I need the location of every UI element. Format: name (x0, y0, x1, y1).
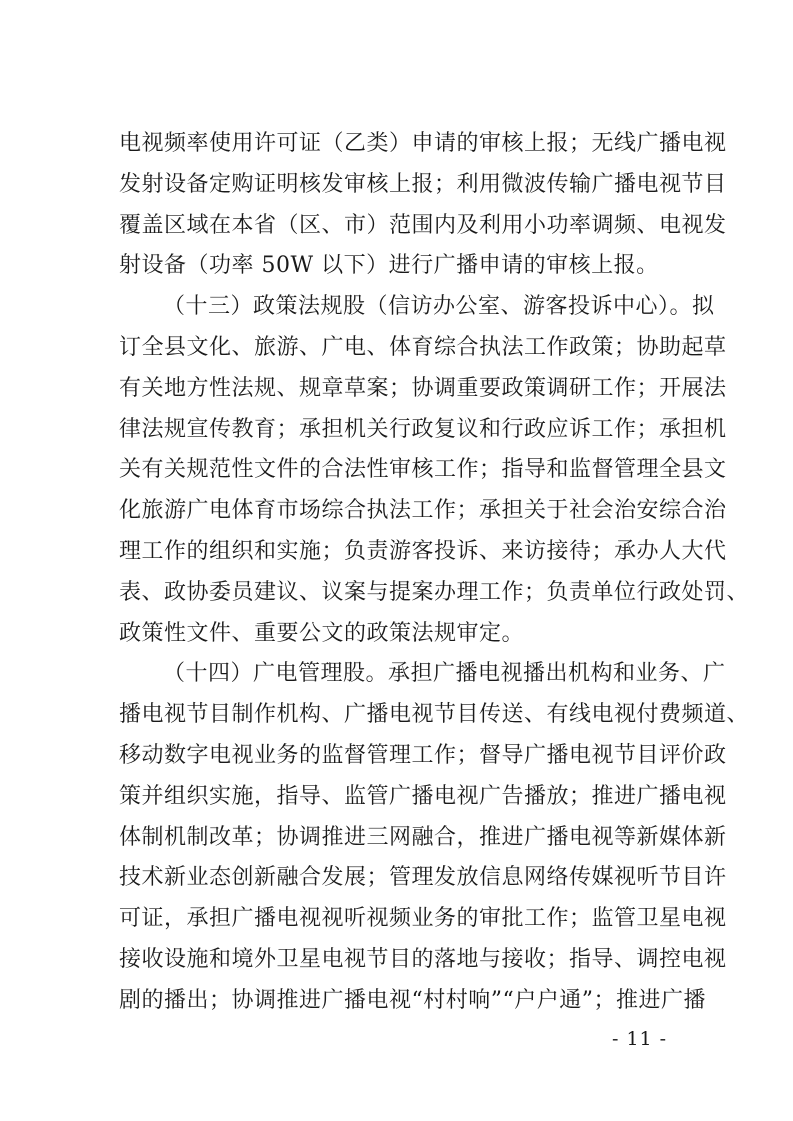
text-line: 覆盖区域在本省（区、市）范围内及利用小功率调频、电视发 (119, 212, 727, 238)
text-line: 电视频率使用许可证（乙类）申请的审核上报；无线广播电视 (119, 131, 727, 156)
text-line: 体制机制改革；协调推进三网融合，推进广播电视等新媒体新 (119, 824, 727, 850)
text-line: 移动数字电视业务的监督管理工作；督导广播电视节目评价政 (119, 743, 727, 768)
text-line: 政策性文件、重要公文的政策法规审定。 (119, 620, 525, 646)
section-heading-line: （十四）广电管理股。承担广播电视播出机构和业务、广 (163, 661, 726, 687)
text-line: 关有关规范性文件的合法性审核工作；指导和监督管理全县文 (119, 457, 727, 483)
page-number: - 11 - (612, 1028, 668, 1050)
text-line: 射设备（功率 50W 以下）进行广播申请的审核上报。 (119, 253, 659, 279)
text-line: 表、政协委员建议、议案与提案办理工作；负责单位行政处罚、 (119, 579, 750, 605)
text-line: 可证，承担广播电视视听视频业务的审批工作；监管卫星电视 (119, 906, 727, 932)
text-line: 发射设备定购证明核发审核上报；利用微波传输广播电视节目 (119, 171, 727, 197)
text-line: 剧的播出；协调推进广播电视“村村响”“户户通”；推进广播 (119, 987, 706, 1013)
section-heading-line: （十三）政策法规股（信访办公室、游客投诉中心）。拟 (163, 294, 715, 320)
text-line: 理工作的组织和实施；负责游客投诉、来访接待；承办人大代 (119, 539, 727, 564)
text-line: 策并组织实施，指导、监管广播电视广告播放；推进广播电视 (119, 783, 727, 809)
text-line: 技术新业态创新融合发展；管理发放信息网络传媒视听节目许 (119, 865, 727, 891)
text-line: 接收设施和境外卫星电视节目的落地与接收；指导、调控电视 (119, 947, 727, 972)
text-line: 化旅游广电体育市场综合执法工作；承担关于社会治安综合治 (119, 498, 727, 524)
text-line: 订全县文化、旅游、广电、体育综合执法工作政策；协助起草 (119, 335, 727, 360)
text-line: 有关地方性法规、规章草案；协调重要政策调研工作；开展法 (119, 375, 727, 401)
text-line: 律法规宣传教育；承担机关行政复议和行政应诉工作；承担机 (119, 416, 727, 442)
text-line: 播电视节目制作机构、广播电视节目传送、有线电视付费频道、 (119, 702, 750, 728)
